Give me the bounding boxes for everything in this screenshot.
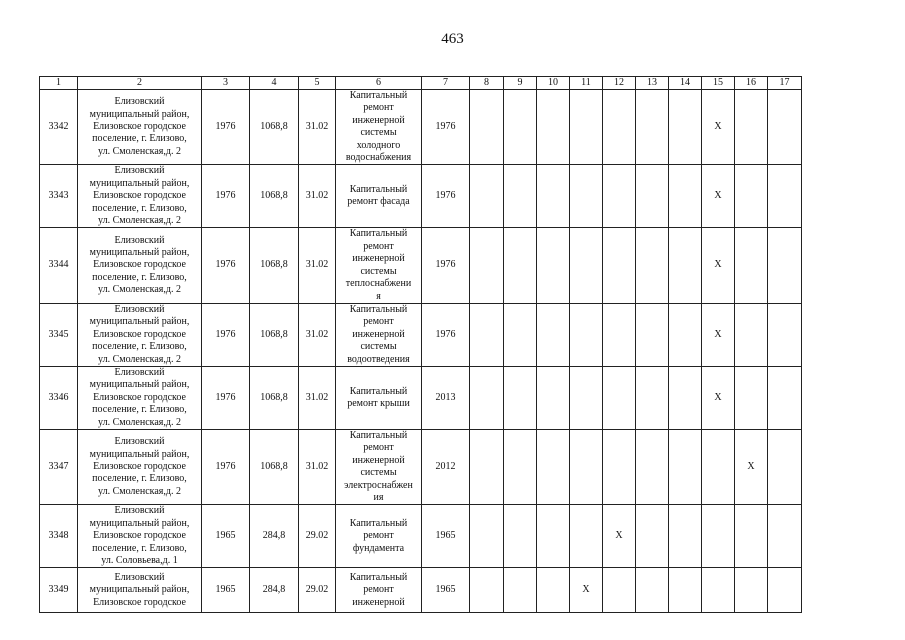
header-cell: 16 bbox=[735, 77, 768, 90]
address-cell-line: Елизовское городское bbox=[93, 391, 186, 403]
work-type-cell-line: инженерной bbox=[352, 454, 405, 466]
address-cell-line: Елизовское городское bbox=[93, 460, 186, 472]
mark-cell: Х bbox=[603, 505, 636, 568]
work-type-cell-line: инженерной bbox=[352, 328, 405, 340]
empty-cell bbox=[636, 228, 669, 303]
area-cell: 284,8 bbox=[250, 568, 299, 613]
table-body bbox=[40, 77, 802, 613]
work-type-cell-line: Капитальный bbox=[349, 571, 408, 583]
address-cell-line: Елизовский bbox=[114, 165, 165, 177]
empty-cell bbox=[636, 568, 669, 613]
empty-cell bbox=[669, 429, 702, 504]
header-cell: 11 bbox=[570, 77, 603, 90]
address-cell-line: Елизовский bbox=[114, 505, 165, 517]
address-cell bbox=[78, 505, 202, 568]
work-type-cell-line: я bbox=[376, 290, 381, 302]
area-cell: 1068,8 bbox=[250, 165, 299, 228]
work-type-cell-line: ремонт bbox=[363, 102, 394, 114]
year-last-cell: 1976 bbox=[422, 228, 470, 303]
work-type-cell-line: ремонт bbox=[363, 316, 394, 328]
row-number-cell: 3344 bbox=[40, 228, 78, 303]
work-type-cell-line: Капитальный bbox=[349, 429, 408, 441]
empty-cell bbox=[470, 429, 504, 504]
empty-cell bbox=[735, 366, 768, 429]
empty-cell bbox=[570, 303, 603, 366]
work-type-cell-line: Капитальный bbox=[349, 517, 408, 529]
header-cell: 17 bbox=[768, 77, 802, 90]
table-row bbox=[40, 366, 802, 429]
header-cell: 15 bbox=[702, 77, 735, 90]
year-built-cell: 1976 bbox=[202, 429, 250, 504]
work-type-cell-line: Капитальный bbox=[349, 90, 408, 101]
empty-cell bbox=[537, 568, 570, 613]
area-cell: 284,8 bbox=[250, 505, 299, 568]
address-cell-line: ул. Смоленская,д. 2 bbox=[98, 353, 181, 365]
header-cell: 7 bbox=[422, 77, 470, 90]
empty-cell bbox=[636, 429, 669, 504]
address-cell-line: поселение, г. Елизово, bbox=[92, 473, 187, 485]
year-last-cell: 1976 bbox=[422, 303, 470, 366]
empty-cell bbox=[669, 303, 702, 366]
work-type-cell-line: Капитальный bbox=[349, 385, 408, 397]
empty-cell bbox=[669, 366, 702, 429]
empty-cell bbox=[570, 165, 603, 228]
address-cell bbox=[78, 165, 202, 228]
work-type-cell bbox=[336, 568, 422, 613]
area-cell: 1068,8 bbox=[250, 303, 299, 366]
empty-cell bbox=[636, 303, 669, 366]
empty-cell bbox=[636, 505, 669, 568]
header-cell: 8 bbox=[470, 77, 504, 90]
header-cell: 14 bbox=[669, 77, 702, 90]
work-type-cell-line: Капитальный bbox=[349, 303, 408, 315]
header-cell: 9 bbox=[504, 77, 537, 90]
area-cell: 1068,8 bbox=[250, 228, 299, 303]
mark-cell: Х bbox=[702, 366, 735, 429]
empty-cell bbox=[504, 505, 537, 568]
work-type-cell-line: ремонт bbox=[363, 584, 394, 596]
row-number-cell: 3347 bbox=[40, 429, 78, 504]
empty-cell bbox=[470, 366, 504, 429]
work-type-cell-line: инженерной bbox=[352, 253, 405, 265]
address-cell bbox=[78, 228, 202, 303]
address-cell-line: ул. Смоленская,д. 2 bbox=[98, 215, 181, 227]
address-cell-line: Елизовское городское bbox=[93, 328, 186, 340]
address-cell-line: поселение, г. Елизово, bbox=[92, 271, 187, 283]
work-type-cell-line: теплоснабжени bbox=[345, 278, 412, 290]
empty-cell bbox=[768, 90, 802, 165]
address-cell-line: муниципальный район, bbox=[89, 316, 190, 328]
empty-cell bbox=[768, 366, 802, 429]
work-type-cell-line: водоотведения bbox=[347, 353, 410, 365]
empty-cell bbox=[603, 366, 636, 429]
year-built-cell: 1976 bbox=[202, 228, 250, 303]
empty-cell bbox=[702, 505, 735, 568]
code-cell: 31.02 bbox=[299, 429, 336, 504]
address-cell-line: Елизовское городское bbox=[93, 190, 186, 202]
year-last-cell: 1976 bbox=[422, 90, 470, 165]
register-table bbox=[39, 76, 802, 613]
address-cell-line: Елизовское городское bbox=[93, 596, 186, 608]
header-cell: 5 bbox=[299, 77, 336, 90]
code-cell: 31.02 bbox=[299, 165, 336, 228]
empty-cell bbox=[636, 165, 669, 228]
table-row bbox=[40, 303, 802, 366]
empty-cell bbox=[768, 165, 802, 228]
work-type-cell-line: системы bbox=[360, 467, 397, 479]
year-built-cell: 1965 bbox=[202, 568, 250, 613]
address-cell-line: муниципальный район, bbox=[89, 379, 190, 391]
code-cell: 31.02 bbox=[299, 303, 336, 366]
empty-cell bbox=[702, 568, 735, 613]
work-type-cell-line: системы bbox=[360, 127, 397, 139]
address-cell-line: муниципальный район, bbox=[89, 448, 190, 460]
year-built-cell: 1976 bbox=[202, 165, 250, 228]
empty-cell bbox=[735, 228, 768, 303]
empty-cell bbox=[470, 228, 504, 303]
empty-cell bbox=[768, 505, 802, 568]
code-cell: 29.02 bbox=[299, 505, 336, 568]
row-number-cell: 3345 bbox=[40, 303, 78, 366]
address-cell-line: муниципальный район, bbox=[89, 584, 190, 596]
table-row bbox=[40, 228, 802, 303]
work-type-cell-line: инженерной bbox=[352, 114, 405, 126]
empty-cell bbox=[537, 90, 570, 165]
address-cell bbox=[78, 90, 202, 165]
row-number-cell: 3348 bbox=[40, 505, 78, 568]
work-type-cell-line: ремонт фасада bbox=[347, 196, 410, 208]
empty-cell bbox=[537, 429, 570, 504]
empty-cell bbox=[768, 568, 802, 613]
address-cell-line: ул. Смоленская,д. 2 bbox=[98, 485, 181, 497]
address-cell-line: Елизовский bbox=[114, 96, 165, 108]
address-cell-line: Елизовское городское bbox=[93, 259, 186, 271]
work-type-cell-line: Капитальный bbox=[349, 184, 408, 196]
empty-cell bbox=[636, 366, 669, 429]
address-cell-line: Елизовский bbox=[114, 366, 165, 378]
work-type-cell-line: фундамента bbox=[352, 542, 405, 554]
header-row bbox=[40, 77, 802, 90]
empty-cell bbox=[603, 90, 636, 165]
table-row bbox=[40, 505, 802, 568]
empty-cell bbox=[603, 429, 636, 504]
work-type-cell bbox=[336, 366, 422, 429]
row-number-cell: 3349 bbox=[40, 568, 78, 613]
work-type-cell bbox=[336, 165, 422, 228]
empty-cell bbox=[768, 303, 802, 366]
header-cell: 2 bbox=[78, 77, 202, 90]
address-cell bbox=[78, 366, 202, 429]
empty-cell bbox=[537, 505, 570, 568]
work-type-cell-line: электроснабжен bbox=[344, 479, 413, 491]
table-row bbox=[40, 165, 802, 228]
empty-cell bbox=[768, 228, 802, 303]
year-last-cell: 1976 bbox=[422, 165, 470, 228]
work-type-cell-line: ремонт bbox=[363, 530, 394, 542]
mark-cell: Х bbox=[702, 303, 735, 366]
mark-cell: Х bbox=[702, 228, 735, 303]
work-type-cell-line: ремонт bbox=[363, 442, 394, 454]
year-last-cell: 2012 bbox=[422, 429, 470, 504]
address-cell-line: ул. Смоленская,д. 2 bbox=[98, 416, 181, 428]
address-cell bbox=[78, 568, 202, 613]
empty-cell bbox=[669, 90, 702, 165]
address-cell-line: ул. Соловьева,д. 1 bbox=[101, 555, 178, 567]
empty-cell bbox=[570, 228, 603, 303]
work-type-cell bbox=[336, 90, 422, 165]
address-cell-line: поселение, г. Елизово, bbox=[92, 404, 187, 416]
work-type-cell-line: системы bbox=[360, 341, 397, 353]
area-cell: 1068,8 bbox=[250, 90, 299, 165]
work-type-cell-line: холодного bbox=[356, 139, 401, 151]
table-row bbox=[40, 568, 802, 613]
address-cell-line: муниципальный район, bbox=[89, 247, 190, 259]
empty-cell bbox=[603, 165, 636, 228]
empty-cell bbox=[669, 228, 702, 303]
mark-cell: Х bbox=[702, 90, 735, 165]
empty-cell bbox=[669, 165, 702, 228]
address-cell-line: поселение, г. Елизово, bbox=[92, 133, 187, 145]
address-cell-line: Елизовское городское bbox=[93, 530, 186, 542]
work-type-cell-line: системы bbox=[360, 265, 397, 277]
table-row bbox=[40, 429, 802, 504]
year-built-cell: 1976 bbox=[202, 90, 250, 165]
address-cell bbox=[78, 429, 202, 504]
year-built-cell: 1976 bbox=[202, 303, 250, 366]
work-type-cell-line: ремонт bbox=[363, 240, 394, 252]
address-cell-line: поселение, г. Елизово, bbox=[92, 341, 187, 353]
empty-cell bbox=[735, 303, 768, 366]
table-row bbox=[40, 90, 802, 165]
address-cell-line: муниципальный район, bbox=[89, 517, 190, 529]
mark-cell: Х bbox=[702, 165, 735, 228]
work-type-cell bbox=[336, 228, 422, 303]
address-cell-line: поселение, г. Елизово, bbox=[92, 202, 187, 214]
empty-cell bbox=[570, 429, 603, 504]
address-cell bbox=[78, 303, 202, 366]
page-number: 463 bbox=[441, 31, 464, 47]
work-type-cell bbox=[336, 429, 422, 504]
empty-cell bbox=[537, 228, 570, 303]
empty-cell bbox=[669, 505, 702, 568]
code-cell: 29.02 bbox=[299, 568, 336, 613]
empty-cell bbox=[537, 165, 570, 228]
address-cell-line: Елизовский bbox=[114, 436, 165, 448]
empty-cell bbox=[504, 303, 537, 366]
work-type-cell-line: ия bbox=[373, 492, 384, 503]
year-last-cell: 1965 bbox=[422, 505, 470, 568]
empty-cell bbox=[735, 90, 768, 165]
work-type-cell bbox=[336, 505, 422, 568]
work-type-cell-line: водоснабжения bbox=[345, 152, 412, 164]
empty-cell bbox=[504, 228, 537, 303]
address-cell-line: ул. Смоленская,д. 2 bbox=[98, 284, 181, 296]
empty-cell bbox=[570, 505, 603, 568]
address-cell-line: муниципальный район, bbox=[89, 177, 190, 189]
work-type-cell-line: Капитальный bbox=[349, 228, 408, 240]
year-built-cell: 1976 bbox=[202, 366, 250, 429]
empty-cell bbox=[504, 366, 537, 429]
empty-cell bbox=[470, 568, 504, 613]
header-cell: 10 bbox=[537, 77, 570, 90]
mark-cell: Х bbox=[570, 568, 603, 613]
header-cell: 3 bbox=[202, 77, 250, 90]
empty-cell bbox=[470, 505, 504, 568]
empty-cell bbox=[735, 165, 768, 228]
address-cell-line: муниципальный район, bbox=[89, 108, 190, 120]
year-last-cell: 2013 bbox=[422, 366, 470, 429]
row-number-cell: 3343 bbox=[40, 165, 78, 228]
mark-cell: Х bbox=[735, 429, 768, 504]
header-cell: 13 bbox=[636, 77, 669, 90]
empty-cell bbox=[537, 303, 570, 366]
empty-cell bbox=[603, 303, 636, 366]
header-cell: 6 bbox=[336, 77, 422, 90]
code-cell: 31.02 bbox=[299, 90, 336, 165]
address-cell-line: Елизовский bbox=[114, 303, 165, 315]
empty-cell bbox=[735, 568, 768, 613]
row-number-cell: 3342 bbox=[40, 90, 78, 165]
work-type-cell bbox=[336, 303, 422, 366]
code-cell: 31.02 bbox=[299, 228, 336, 303]
empty-cell bbox=[504, 165, 537, 228]
empty-cell bbox=[636, 90, 669, 165]
empty-cell bbox=[470, 165, 504, 228]
work-type-cell-line: ремонт крыши bbox=[347, 397, 410, 409]
empty-cell bbox=[470, 90, 504, 165]
address-cell-line: Елизовский bbox=[114, 234, 165, 246]
year-last-cell: 1965 bbox=[422, 568, 470, 613]
empty-cell bbox=[669, 568, 702, 613]
empty-cell bbox=[603, 228, 636, 303]
header-cell: 4 bbox=[250, 77, 299, 90]
address-cell-line: Елизовский bbox=[114, 571, 165, 583]
address-cell-line: ул. Смоленская,д. 2 bbox=[98, 145, 181, 157]
empty-cell bbox=[504, 429, 537, 504]
empty-cell bbox=[735, 505, 768, 568]
empty-cell bbox=[470, 303, 504, 366]
empty-cell bbox=[570, 366, 603, 429]
work-type-cell-line: инженерной bbox=[352, 596, 405, 608]
address-cell-line: поселение, г. Елизово, bbox=[92, 542, 187, 554]
header-cell: 1 bbox=[40, 77, 78, 90]
empty-cell bbox=[768, 429, 802, 504]
row-number-cell: 3346 bbox=[40, 366, 78, 429]
empty-cell bbox=[603, 568, 636, 613]
year-built-cell: 1965 bbox=[202, 505, 250, 568]
area-cell: 1068,8 bbox=[250, 429, 299, 504]
empty-cell bbox=[537, 366, 570, 429]
address-cell-line: Елизовское городское bbox=[93, 121, 186, 133]
empty-cell bbox=[504, 568, 537, 613]
area-cell: 1068,8 bbox=[250, 366, 299, 429]
empty-cell bbox=[504, 90, 537, 165]
code-cell: 31.02 bbox=[299, 366, 336, 429]
empty-cell bbox=[702, 429, 735, 504]
header-cell: 12 bbox=[603, 77, 636, 90]
empty-cell bbox=[570, 90, 603, 165]
